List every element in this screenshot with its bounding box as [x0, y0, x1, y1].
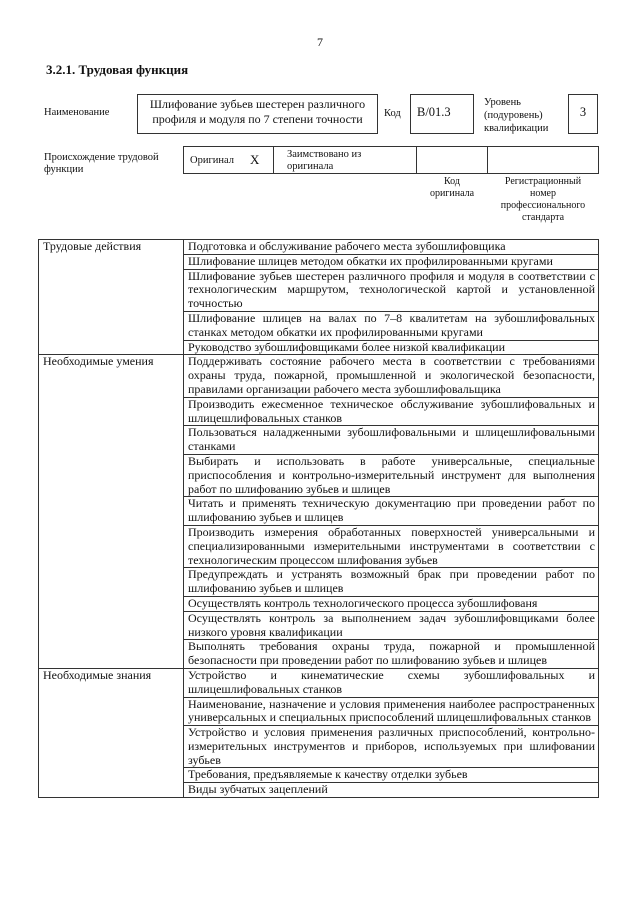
borrowed-label-line: оригинала	[287, 161, 334, 172]
origin-label-line: функции	[44, 164, 84, 175]
level-label-line: Уровень	[484, 97, 521, 108]
code-label: Код	[384, 108, 401, 119]
requirement-cell: Устройство и кинематические схемы зубошлифовальных и шлицешлифовальных станков	[184, 668, 599, 697]
requirement-cell: Предупреждать и устранять возможный брак при проведении работ по шлифованию зубьев и шлицев	[184, 568, 599, 597]
section-title: 3.2.1. Трудовая функция	[46, 62, 189, 77]
requirement-cell: Шлифование шлицев методом обкатки их профилированными кругами	[184, 254, 599, 269]
table-row	[39, 668, 599, 697]
code-box: B/01.3	[410, 94, 474, 134]
requirement-cell: Руководство зубошлифовщиками более низкой квалификации	[184, 340, 599, 355]
function-details-table	[38, 239, 599, 798]
section-title-cell: Необходимые знания	[39, 668, 184, 797]
borrowed-label-line: Заимствовано из	[287, 149, 362, 160]
requirement-cell: Осуществлять контроль за выполнением задач зубошлифовщиками более низкого уровня квалификации	[184, 611, 599, 640]
requirement-cell: Шлифование шлицев на валах по 7–8 квалитетам на зубошлифовальных станках методом обкатки их профилированными кругами	[184, 311, 599, 340]
original-code-caption	[424, 176, 480, 200]
grid-divider	[273, 147, 274, 173]
requirement-cell: Поддерживать состояние рабочего места в соответствии с требованиями охраны труда, пожарной, промышленной и экологической безопасности, правилами организации рабочего места зубошлифовальщика	[184, 355, 599, 397]
origin-grid	[183, 146, 599, 174]
original-mark: X	[250, 152, 260, 167]
caption-line: стандарта	[521, 212, 565, 223]
page-number: 7	[317, 35, 323, 49]
grid-divider	[487, 147, 488, 173]
requirement-cell: Подготовка и обслуживание рабочего места зубошлифовщика	[184, 240, 599, 255]
original-label: Оригинал	[190, 155, 234, 166]
requirement-cell: Шлифование зубьев шестерен различного профиля и модуля в соответствии с технологическим маршрутом, технологической картой и установленной точностью	[184, 269, 599, 311]
requirement-cell: Читать и применять техническую документацию при проведении работ по шлифованию зубьев и шлицев	[184, 497, 599, 526]
borrowed-label	[287, 149, 361, 173]
origin-label	[44, 152, 159, 176]
requirement-cell: Пользоваться наладженными зубошлифовальными и шлицешлифовальными станками	[184, 426, 599, 455]
grid-divider	[416, 147, 417, 173]
table-row	[39, 240, 599, 255]
level-label-line: квалификации	[484, 123, 549, 134]
section-title-cell: Необходимые умения	[39, 355, 184, 669]
requirement-cell: Выбирать и использовать в работе универсальные, специальные приспособления и контрольно-измерительный инструмент для выполнения работ по шлифованию зубьев и шлицев	[184, 454, 599, 496]
requirement-cell: Виды зубчатых зацеплений	[184, 783, 599, 798]
caption-line: Код	[444, 176, 460, 187]
caption-line: оригинала	[429, 188, 475, 199]
requirement-cell: Устройство и условия применения различных приспособлений, контрольно-измерительных инструментов и приборов, используемых при шлифовании зубьев	[184, 726, 599, 768]
table-row	[39, 355, 599, 397]
requirement-cell: Осуществлять контроль технологического процесса зубошлифованя	[184, 596, 599, 611]
function-name-box: Шлифование зубьев шестерен различного профиля и модуля по 7 степени точности	[137, 94, 378, 134]
qualification-level-label	[484, 96, 548, 135]
registration-number-caption	[488, 176, 598, 224]
section-title-cell: Трудовые действия	[39, 240, 184, 355]
origin-label-line: Происхождение трудовой	[44, 152, 159, 163]
caption-line: Регистрационный	[504, 176, 582, 187]
requirement-cell: Наименование, назначение и условия применения наиболее распространенных универсальных и специальных приспособлений шлицешлифовальных станков	[184, 697, 599, 726]
requirement-cell: Производить ежесменное техническое обслуживание зубошлифовальных и шлицешлифовальных станков	[184, 397, 599, 426]
level-label-line: (подуровень)	[484, 110, 543, 121]
caption-line: номер	[530, 188, 556, 199]
name-label: Наименование	[44, 107, 110, 118]
qualification-level-box: 3	[568, 94, 598, 134]
requirement-cell: Производить измерения обработанных поверхностей универсальными и специализированными измерительными инструментами в соответствии с технологическим процессом шлифования зубьев	[184, 525, 599, 567]
requirement-cell: Требования, предъявляемые к качеству отделки зубьев	[184, 768, 599, 783]
caption-line: профессионального	[500, 200, 586, 211]
requirement-cell: Выполнять требования охраны труда, пожарной и промышленной безопасности при проведении работ по шлифованию зубьев и шлицев	[184, 640, 599, 669]
